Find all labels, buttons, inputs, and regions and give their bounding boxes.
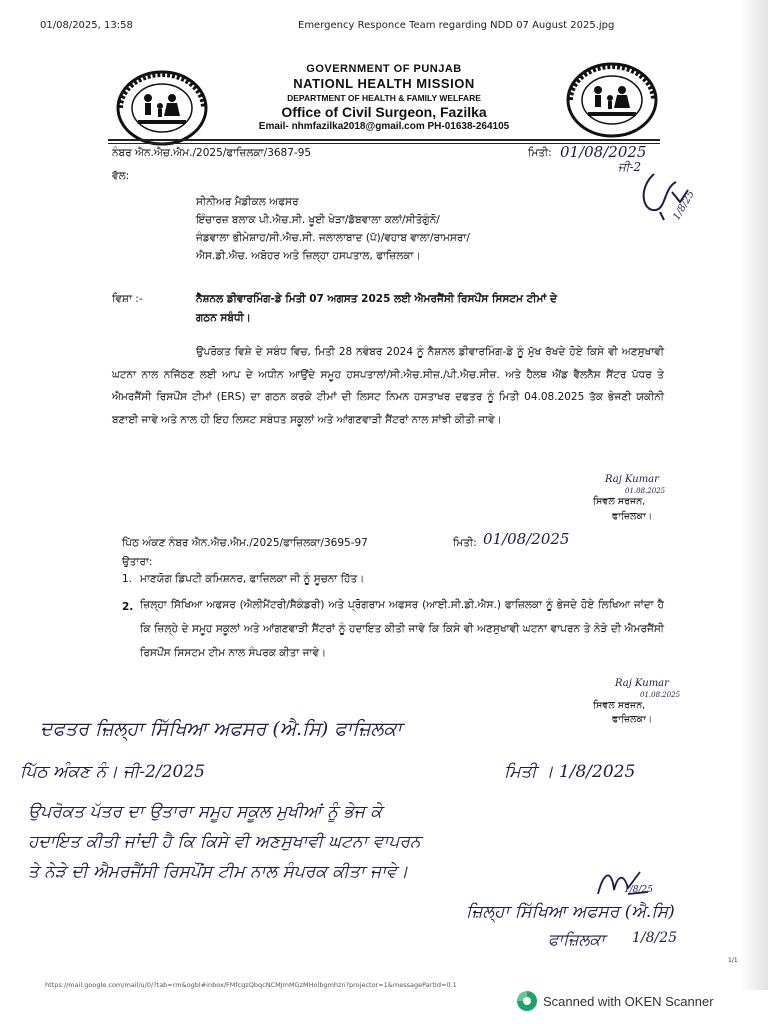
deo-designation: ਜ਼ਿਲ੍ਹਾ ਸਿੱਖਿਆ ਅਫਸਰ (ਐ.ਸਿ) — [466, 902, 675, 922]
oken-scanner-logo-icon — [517, 991, 537, 1011]
signature-2-designation: ਸਿਵਲ ਸਰਜਨ, — [593, 700, 646, 711]
recipient-line-4: ਐਸ.ਡੀ.ਐਚ. ਅਬੋਹਰ ਅਤੇ ਜ਼ਿਲ੍ਹਾ ਹਸਪਤਾਲ, ਫਾਜ਼ਿਲਕਾ। — [196, 250, 421, 262]
recipient-line-1: ਸੀਨੀਅਰ ਮੈਡੀਕਲ ਅਫਸਰ — [196, 196, 299, 208]
letter-body: ਉਪਰੋਕਤ ਵਿਸ਼ੇ ਦੇ ਸਬੰਧ ਵਿਚ, ਮਿਤੀ 28 ਨਵੰਬਰ 2024 ਨੂੰ ਨੈਸ਼ਨਲ ਡੀਵਾਰਮਿੰਗ-ਡੇ ਨੂੰ ਮੁੱਖ ਰੱਖਦੇ ਹੋਏ ਕਿਸੇ ਵੀ ਅਣਸੁਖਾਵੀ ਘਟਨਾ ਨਾਲ ਨਜਿੱਠਣ ਲਈ ਆਪ ਦੇ ਅਧੀਨ ਆਉਂਦੇ ਸਮੂਹ ਹਸਪਤਾਲਾਂ/ਸੀ.ਐਚ.ਸੀਜ਼./ਪੀ.ਐਚ.ਸੀਜ਼. ਅਤੇ ਹੈਲਥ ਐਂਡ ਵੈਲਨੈਸ ਸੈਂਟਰ ਪੱਧਰ ਤੇ ਐਮਰਜੈਂਸੀ ਰਿਸਪੌਂਸ ਟੀਮਾਂ (ERS) ਦਾ ਗਠਨ ਕਰਕੇ ਟੀਮਾਂ ਦੀ ਲਿਸਟ ਨਿਮਨ ਹਸਤਾਖਰ ਦਫਤਰ ਨੂੰ ਮਿਤੀ 04.08.2025 ਤੱਕ ਭੇਜਣੀ ਯਕੀਨੀ ਬਣਾਈ ਜਾਵੇ ਅਤੇ ਨਾਲ ਹੀ ਇਹ ਲਿਸਟ ਸਬੰਧਤ ਸਕੂਲਾਂ ਅਤੇ ਆਂਗਣਵਾੜੀ ਸੈਂਟਰਾਂ ਨਾਲ ਸਾਂਝੀ ਕੀਤੀ ਜਾਵੇ। — [112, 346, 664, 426]
handwritten-ref-date: ਮਿਤੀ । 1/8/2025 — [504, 762, 636, 782]
signature-1-date: 01.08.2025 — [625, 487, 666, 495]
print-footer-url: https://mail.google.com/mail/u/0/?tab=rm&ogbl#inbox/FMfcgzQbqcNCMJmMGzMHolbgmhzn?projector=1&messagePartId=0.1 — [45, 981, 457, 989]
letter-date: 01/08/2025 — [560, 143, 647, 161]
recipient-line-3: ਜੰਡਵਾਲਾ ਭੀਮੇਸ਼ਾਹ/ਸੀ.ਐਚ.ਸੀ. ਜਲਾਲਾਬਾਦ (ਪੱ)/ਵਹਾਬ ਵਾਲਾ/ਰਾਮਸਰਾ/ — [196, 232, 470, 244]
print-page-number: 1/1 — [728, 957, 738, 964]
scanner-watermark — [517, 990, 714, 1012]
page-shadow-edge — [740, 0, 768, 990]
endorsement-date-label: ਮਿਤੀ: — [453, 537, 477, 549]
to-label: ਵੱਲ: — [112, 170, 130, 182]
government-name: GOVERNMENT OF PUNJAB — [306, 63, 462, 75]
signature-2-date: 01.08.2025 — [640, 691, 681, 699]
endorsement-number: ਪਿੱਠ ਅੰਕਣ ਨੰਬਰ ਐਨ.ਐਚ.ਐਮ./2025/ਫਾਜ਼ਿਲਕਾ/3695-97 — [122, 537, 368, 549]
handwritten-office-line: ਦਫਤਰ ਜ਼ਿਲ੍ਹਾ ਸਿੱਖਿਆ ਅਫਸਰ (ਐ.ਸਿ) ਫਾਜ਼ਿਲਕਾ — [40, 718, 402, 740]
deo-place: ਫਾਜ਼ਿਲਕਾ — [548, 930, 605, 949]
handwritten-ref-line: ਪਿੱਠ ਅੰਕਣ ਨੰ। ਜੀ-2/2025 — [20, 762, 205, 782]
mission-name: NATIONL HEALTH MISSION — [293, 76, 475, 91]
deo-signature-icon — [594, 864, 654, 904]
reference-number: ਨੰਬਰ ਐਨ.ਐਚ.ਐਮ./2025/ਫਾਜ਼ਿਲਕਾ/3687-95 — [112, 147, 312, 159]
subject-line-1: ਨੈਸ਼ਨਲ ਡੀਵਾਰਮਿੰਗ-ਡੇ ਮਿਤੀ 07 ਅਗਸਤ 2025 ਲਈ ਐਮਰਜੈਂਸੀ ਰਿਸਪੌਂਸ ਸਿਸਟਮ ਟੀਮਾਂ ਦੇ — [196, 293, 557, 305]
office-contact: Email- nhmfazilka2018@gmail.com PH-01638-264105 — [258, 121, 510, 132]
signature-1-place: ਫਾਜ਼ਿਲਕਾ। — [612, 511, 653, 522]
signature-1-name: Raj Kumar — [605, 474, 659, 485]
signature-1-designation: ਸਿਵਲ ਸਰਜਨ, — [593, 496, 646, 507]
date-label: ਮਿਤੀ: — [528, 147, 552, 159]
letterhead-rule — [108, 139, 660, 141]
office-name: Office of Civil Surgeon, Fazilka — [281, 104, 487, 120]
copy-item-2-text: ਜ਼ਿਲ੍ਹਾ ਸਿੱਖਿਆ ਅਫਸਰ (ਐਲੀਮੈਂਟਰੀ/ਸੈਕੰਡਰੀ) ਅਤੇ ਪ੍ਰੋਗਰਾਮ ਅਫਸਰ (ਆਈ.ਸੀ.ਡੀ.ਐਸ.) ਫਾਜ਼ਿਲਕਾ ਨੂੰ ਭੇਜਦੇ ਹੋਏ ਲਿਖਿਆ ਜਾਂਦਾ ਹੈ ਕਿ ਜ਼ਿਲ੍ਹੇ ਦੇ ਸਮੂਹ ਸਕੂਲਾਂ ਅਤੇ ਆਂਗਣਵਾੜੀ ਸੈਂਟਰਾਂ ਨੂੰ ਹਦਾਇਤ ਕੀਤੀ ਜਾਵੇ ਕਿ ਕਿਸੇ ਵੀ ਅਣਸੁਖਾਵੀ ਘਟਨਾ ਵਾਪਰਨ ਤੇ ਨੇੜੇ ਦੀ ਐਮਰਜੈਂਸੀ ਰਿਸਪੌਂਸ ਸਿਸਟਮ ਟੀਮ ਨਾਲ ਸੰਪਰਕ ਕੀਤਾ ਜਾਵੇ। — [140, 599, 664, 659]
signature-2-name: Raj Kumar — [615, 678, 669, 689]
handwritten-body-line-3: ਤੇ ਨੇੜੇ ਦੀ ਐਮਰਜੈਂਸੀ ਰਿਸਪੌਂਸ ਟੀਮ ਨਾਲ ਸੰਪਰਕ ਕੀਤਾ ਜਾਵੇ। — [28, 862, 409, 882]
deo-place-date: 1/8/25 — [632, 930, 678, 946]
recipient-line-2: ਇੰਚਾਰਜ਼ ਬਲਾਕ ਪੀ.ਐਚ.ਸੀ. ਖੂਈ ਖੇੜਾ/ਡੱਬਵਾਲਾ ਕਲਾਂ/ਸੀਤੋਗੁੰਨੋ/ — [196, 214, 440, 226]
copy-label: ਉਤਾਰਾ: — [122, 556, 153, 568]
print-datetime: 01/08/2025, 13:58 — [40, 20, 133, 31]
handwritten-top-date: 1/8/25 — [671, 188, 697, 223]
handwritten-mark: ਜੀ-2 — [618, 160, 642, 174]
endorsement-date: 01/08/2025 — [483, 530, 570, 548]
copy-item-2-number: 2. — [122, 601, 134, 613]
initials-signature-icon — [636, 168, 706, 226]
department-name: DEPARTMENT OF HEALTH & FAMILY WELFARE — [287, 93, 481, 103]
browser-print-header — [0, 20, 768, 36]
subject-line-2: ਗਠਨ ਸਬੰਧੀ। — [196, 312, 251, 324]
copy-item-1-text: ਮਾਣਯੋਗ ਡਿਪਟੀ ਕਮਿਸ਼ਨਰ, ਫਾਜ਼ਿਲਕਾ ਜੀ ਨੂੰ ਸੂਚਨਾ ਹਿੱਤ। — [140, 573, 365, 585]
deo-signature-date: 1/8/25 — [624, 885, 653, 895]
handwritten-body-line-2: ਹਦਾਇਤ ਕੀਤੀ ਜਾਂਦੀ ਹੈ ਕਿ ਕਿਸੇ ਵੀ ਅਣਸੁਖਾਵੀ ਘਟਨਾ ਵਾਪਰਨ — [28, 832, 421, 852]
copy-item-1-number: 1. — [122, 573, 133, 585]
subject-label: ਵਿਸ਼ਾ :- — [112, 293, 143, 305]
scanner-watermark-text: Scanned with OKEN Scanner — [543, 993, 714, 1009]
signature-2-place: ਫਾਜ਼ਿਲਕਾ। — [612, 714, 653, 725]
handwritten-body-line-1: ਉਪਰੋਕਤ ਪੱਤਰ ਦਾ ਉਤਾਰਾ ਸਮੂਹ ਸਕੂਲ ਮੁਖੀਆਂ ਨੂੰ ਭੇਜ ਕੇ — [28, 802, 382, 822]
letterhead — [0, 63, 768, 132]
print-file-title: Emergency Responce Team regarding NDD 07 August 2025.jpg — [298, 20, 615, 31]
